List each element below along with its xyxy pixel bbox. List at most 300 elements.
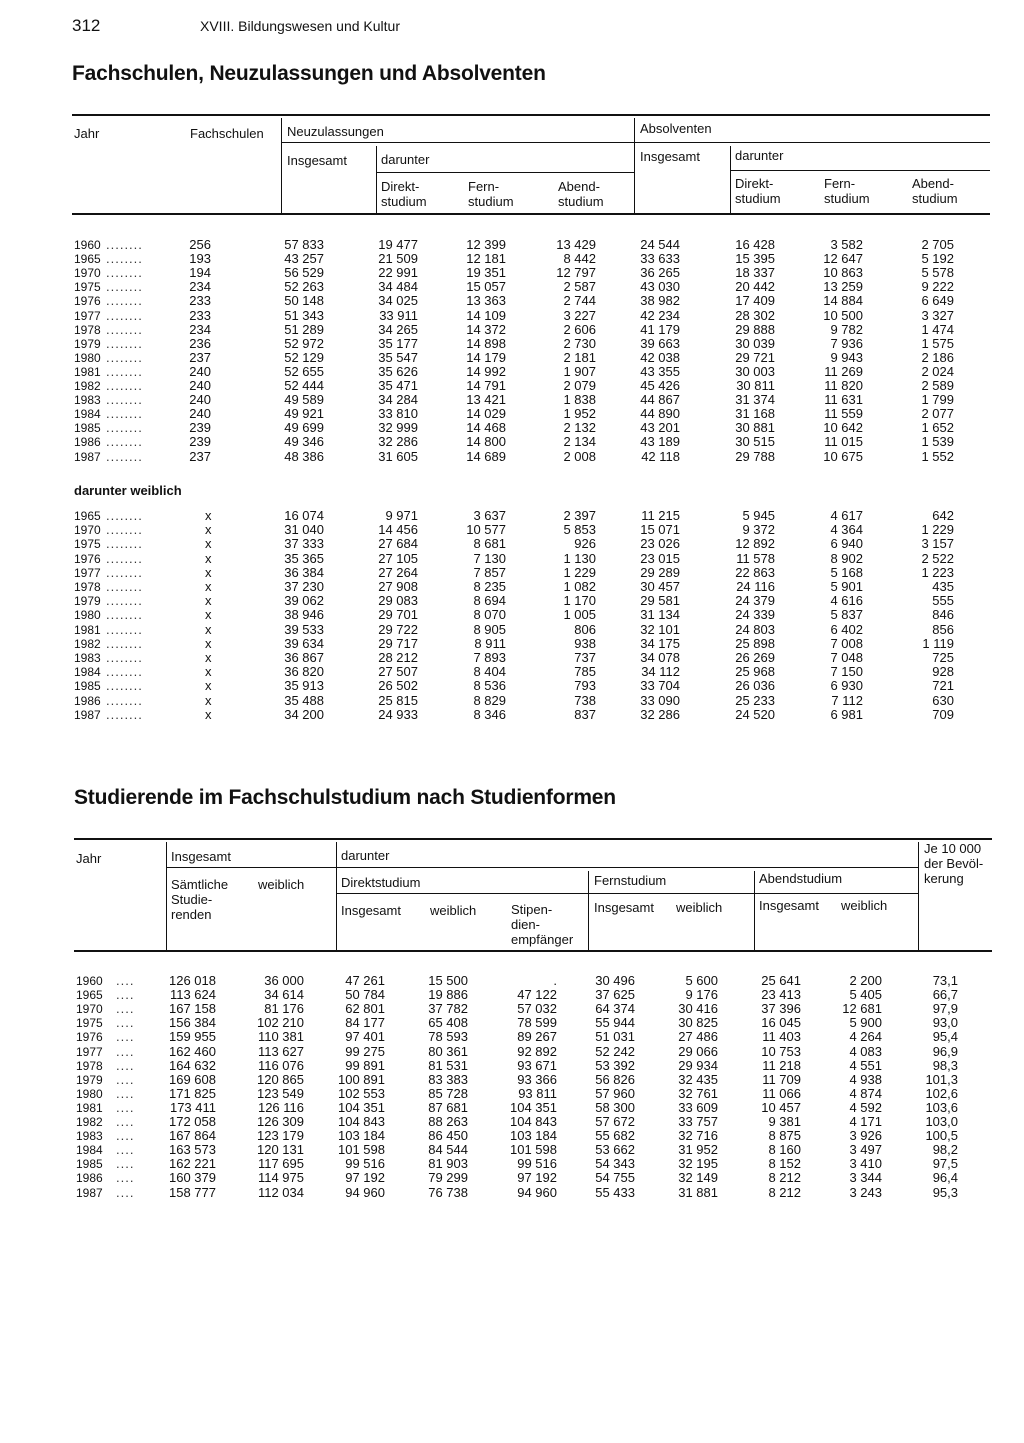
t1-hdr-jahr: Jahr bbox=[74, 126, 100, 141]
table1-vline-2 bbox=[634, 118, 635, 213]
t2-hdr-abend-insgesamt: Insgesamt bbox=[759, 898, 819, 913]
table-cell: 3 926 bbox=[849, 1128, 882, 1144]
table-cell: 3 157 bbox=[921, 536, 954, 552]
table2-rule-2 bbox=[166, 867, 918, 868]
table-cell: x bbox=[205, 692, 212, 708]
table-cell: 24 544 bbox=[640, 237, 680, 252]
table-cell: 240 bbox=[189, 363, 211, 379]
table-cell: 2 397 bbox=[563, 508, 596, 523]
table-cell: 35 365 bbox=[284, 550, 324, 566]
table-cell: 35 626 bbox=[378, 363, 418, 379]
table-cell: 102 210 bbox=[257, 1015, 304, 1031]
table-cell: 14 456 bbox=[378, 522, 418, 538]
table-cell: 34 484 bbox=[378, 279, 418, 295]
table-cell: 11 269 bbox=[824, 363, 863, 379]
table-cell: 5 945 bbox=[742, 508, 775, 523]
table-cell: 42 118 bbox=[641, 448, 680, 464]
t2-hdr-abendstudium: Abendstudium bbox=[759, 871, 843, 886]
table-cell: 81 176 bbox=[264, 1001, 304, 1017]
table-cell: 30 825 bbox=[678, 1015, 718, 1031]
table-cell: 78 599 bbox=[517, 1015, 557, 1031]
table-cell: 1976 bbox=[74, 551, 101, 566]
table-cell: 123 549 bbox=[257, 1085, 304, 1101]
table-cell: 52 242 bbox=[595, 1043, 635, 1059]
table-cell: 43 355 bbox=[640, 363, 680, 379]
table-cell: 10 753 bbox=[761, 1043, 801, 1059]
leader-dots: ........ bbox=[106, 564, 143, 580]
table-cell: 30 881 bbox=[735, 420, 775, 436]
table-cell: 104 351 bbox=[338, 1099, 385, 1115]
table-cell: 97,9 bbox=[932, 1001, 958, 1017]
table-cell: 51 289 bbox=[284, 321, 324, 337]
table-cell: 167 158 bbox=[169, 1001, 216, 1017]
table-cell: 25 968 bbox=[735, 664, 775, 680]
table-cell: 1985 bbox=[74, 679, 101, 694]
table-cell: 2 181 bbox=[563, 349, 596, 365]
table-cell: 806 bbox=[574, 621, 596, 637]
table-cell: x bbox=[205, 650, 212, 665]
table-cell: 29 722 bbox=[378, 621, 418, 637]
t1-hdr-fachschulen: Fachschulen bbox=[190, 126, 264, 141]
t1-hdr-neu-direkt: Direkt- studium bbox=[381, 179, 427, 209]
table-cell: 12 892 bbox=[735, 536, 775, 552]
table-cell: 24 520 bbox=[735, 706, 775, 722]
table-row bbox=[0, 1115, 1024, 1129]
table-cell: 1981 bbox=[74, 622, 101, 637]
table-cell: 38 982 bbox=[640, 293, 680, 309]
table-cell: 103,6 bbox=[925, 1099, 958, 1115]
table-row bbox=[0, 608, 1024, 622]
table-cell: 39 062 bbox=[284, 593, 324, 609]
table-row bbox=[0, 1157, 1024, 1171]
table-cell: 32 435 bbox=[678, 1071, 718, 1087]
table-cell: 1977 bbox=[76, 1044, 103, 1059]
table-cell: 26 502 bbox=[378, 678, 418, 694]
table-cell: 11 709 bbox=[762, 1071, 801, 1087]
table-cell: 256 bbox=[189, 237, 211, 252]
table-cell: 80 361 bbox=[428, 1043, 468, 1059]
table-cell: 3 243 bbox=[849, 1184, 882, 1200]
table-cell: 85 728 bbox=[428, 1085, 468, 1101]
table-cell: 32 195 bbox=[678, 1156, 718, 1172]
table-cell: 29 581 bbox=[640, 593, 680, 609]
leader-dots: ........ bbox=[106, 579, 143, 594]
table-cell: 25 898 bbox=[735, 635, 775, 651]
table-row bbox=[0, 1030, 1024, 1044]
table-cell: 95,4 bbox=[932, 1029, 958, 1045]
table-cell: 2 079 bbox=[563, 378, 596, 393]
table-cell: 83 383 bbox=[428, 1071, 468, 1087]
table-row bbox=[0, 974, 1024, 988]
table-cell: 98,3 bbox=[932, 1057, 958, 1073]
table-cell: 240 bbox=[189, 406, 211, 422]
table-cell: 92 892 bbox=[517, 1043, 557, 1059]
table-cell: 1965 bbox=[74, 509, 101, 523]
leader-dots: ........ bbox=[106, 536, 143, 552]
table-cell: 13 421 bbox=[466, 392, 506, 408]
table-cell: 160 379 bbox=[169, 1170, 216, 1186]
table-cell: 34 175 bbox=[640, 635, 680, 651]
table-cell: 1 130 bbox=[563, 550, 596, 566]
table-cell: 6 930 bbox=[830, 678, 863, 694]
table-cell: 167 864 bbox=[169, 1128, 216, 1144]
table-cell: 1987 bbox=[74, 707, 101, 722]
t1-hdr-abs-abend: Abend- studium bbox=[912, 176, 958, 206]
t1-hdr-absolventen: Absolventen bbox=[640, 121, 712, 136]
table1-vline-1 bbox=[281, 118, 282, 213]
table-cell: 27 908 bbox=[378, 579, 418, 594]
table-cell: 233 bbox=[189, 293, 211, 309]
table-cell: 5 853 bbox=[563, 522, 596, 538]
table-cell: x bbox=[205, 508, 212, 523]
leader-dots: ........ bbox=[106, 363, 143, 379]
table-cell: 237 bbox=[189, 349, 211, 365]
table-cell: 37 396 bbox=[761, 1001, 801, 1017]
table-cell: 709 bbox=[932, 706, 954, 722]
table-cell: 94 960 bbox=[345, 1184, 385, 1200]
table-cell: 15 500 bbox=[428, 973, 468, 988]
table-cell: 43 030 bbox=[640, 279, 680, 295]
table-cell: 5 405 bbox=[849, 987, 882, 1003]
table2-top-rule bbox=[74, 838, 992, 840]
table-cell: 52 263 bbox=[284, 279, 324, 295]
table-cell: 41 179 bbox=[640, 321, 680, 337]
table-cell: 1 005 bbox=[563, 607, 596, 623]
table-cell: 30 003 bbox=[735, 363, 775, 379]
table-cell: 1 952 bbox=[563, 406, 596, 422]
table-cell: 2 522 bbox=[921, 550, 954, 566]
table-cell: 16 074 bbox=[284, 508, 324, 523]
table-cell: 28 212 bbox=[378, 650, 418, 665]
table-cell: 1976 bbox=[74, 294, 101, 309]
table-row bbox=[0, 1129, 1024, 1143]
table-cell: 19 351 bbox=[466, 265, 506, 281]
table-cell: 100 891 bbox=[338, 1071, 385, 1087]
table-cell: 5 168 bbox=[830, 564, 863, 580]
table-cell: 57 960 bbox=[595, 1085, 635, 1101]
t2-hdr-direkt-weiblich: weiblich bbox=[430, 903, 477, 918]
table-cell: x bbox=[205, 579, 212, 594]
table1-title: Fachschulen, Neuzulassungen und Absolventen bbox=[72, 62, 546, 85]
t1-hdr-neu-darunter: darunter bbox=[381, 152, 430, 167]
table-cell: 18 337 bbox=[735, 265, 775, 281]
table-cell: 173 411 bbox=[169, 1099, 216, 1115]
table-cell: 113 627 bbox=[257, 1043, 304, 1059]
table-cell: 25 641 bbox=[761, 973, 801, 988]
leader-dots: ........ bbox=[106, 349, 143, 365]
leader-dots: .... bbox=[116, 1015, 135, 1031]
table-cell: 555 bbox=[932, 593, 954, 609]
t1-hdr-abs-darunter: darunter bbox=[735, 148, 784, 163]
table-cell: 9 176 bbox=[685, 987, 718, 1003]
table-cell: 1983 bbox=[74, 393, 101, 408]
table-cell: 32 999 bbox=[378, 420, 418, 436]
table-cell: 11 578 bbox=[736, 550, 775, 566]
leader-dots: ........ bbox=[106, 522, 143, 538]
table-cell: 7 130 bbox=[473, 550, 506, 566]
table-row bbox=[0, 1016, 1024, 1030]
leader-dots: ........ bbox=[106, 692, 143, 708]
table-row bbox=[0, 637, 1024, 651]
table-cell: 11 015 bbox=[824, 434, 863, 450]
table-row bbox=[0, 379, 1024, 393]
table-cell: 36 867 bbox=[284, 650, 324, 665]
table-cell: 1985 bbox=[76, 1157, 103, 1172]
table-cell: 642 bbox=[932, 508, 954, 523]
leader-dots: ........ bbox=[106, 678, 143, 694]
table-cell: 1983 bbox=[74, 651, 101, 665]
table2-rule-3 bbox=[336, 893, 918, 894]
table-cell: 93 671 bbox=[517, 1057, 557, 1073]
table-cell: 14 992 bbox=[466, 363, 506, 379]
table1-header-bottom-rule bbox=[72, 213, 990, 215]
t2-hdr-fern-insgesamt: Insgesamt bbox=[594, 900, 654, 915]
table-cell: 31 881 bbox=[678, 1184, 718, 1200]
table-cell: 34 265 bbox=[378, 321, 418, 337]
table-cell: 1982 bbox=[76, 1115, 103, 1129]
table-cell: 88 263 bbox=[428, 1114, 468, 1129]
table-cell: 1979 bbox=[76, 1072, 103, 1087]
table-cell: 5 901 bbox=[830, 579, 863, 594]
table-cell: 8 902 bbox=[830, 550, 863, 566]
t1-subheading: darunter weiblich bbox=[74, 483, 182, 498]
table-cell: 39 634 bbox=[284, 635, 324, 651]
table-cell: 26 269 bbox=[735, 650, 775, 665]
table-cell: 1 575 bbox=[921, 335, 954, 351]
leader-dots: ........ bbox=[106, 378, 143, 393]
table-cell: 25 233 bbox=[735, 692, 775, 708]
table-cell: 5 600 bbox=[685, 973, 718, 988]
table-cell: 35 547 bbox=[378, 349, 418, 365]
table-cell: 55 944 bbox=[595, 1015, 635, 1031]
table-cell: 19 886 bbox=[428, 987, 468, 1003]
table-cell: 4 616 bbox=[830, 593, 863, 609]
t2-hdr-saemtliche: Sämtliche Studie- renden bbox=[171, 877, 229, 922]
table-cell: 29 888 bbox=[735, 321, 775, 337]
table-cell: 31 374 bbox=[735, 392, 775, 408]
table-cell: 113 624 bbox=[169, 987, 216, 1003]
table-cell: 29 083 bbox=[378, 593, 418, 609]
table-cell: x bbox=[205, 522, 212, 538]
table-cell: 100,5 bbox=[925, 1128, 958, 1144]
table-cell: 36 384 bbox=[284, 564, 324, 580]
table-cell: 99 516 bbox=[517, 1156, 557, 1172]
table-row bbox=[0, 351, 1024, 365]
table-cell: 172 058 bbox=[169, 1114, 216, 1129]
table-cell: 26 036 bbox=[735, 678, 775, 694]
t2-hdr-jahr: Jahr bbox=[76, 851, 102, 866]
table-cell: 14 109 bbox=[466, 307, 506, 323]
table-cell: 725 bbox=[932, 650, 954, 665]
table-cell: 54 343 bbox=[595, 1156, 635, 1172]
table-cell: 1960 bbox=[74, 238, 101, 252]
table-row bbox=[0, 708, 1024, 722]
table-row bbox=[0, 1087, 1024, 1101]
table-cell: 856 bbox=[932, 621, 954, 637]
table-cell: 10 500 bbox=[823, 307, 863, 323]
table-cell: 44 867 bbox=[640, 392, 680, 408]
table-cell: 49 921 bbox=[284, 406, 324, 422]
table-cell: 52 444 bbox=[284, 378, 324, 393]
table-cell: 44 890 bbox=[640, 406, 680, 422]
leader-dots: .... bbox=[116, 1170, 135, 1186]
table-cell: 2 132 bbox=[563, 420, 596, 436]
leader-dots: ........ bbox=[106, 321, 143, 337]
leader-dots: ........ bbox=[106, 335, 143, 351]
table-cell: 164 632 bbox=[169, 1057, 216, 1073]
table-cell: 8 829 bbox=[473, 692, 506, 708]
table-cell: 45 426 bbox=[640, 378, 680, 393]
table-cell: 793 bbox=[574, 678, 596, 694]
table-row bbox=[0, 594, 1024, 608]
table-row bbox=[0, 238, 1024, 252]
table-cell: 8 212 bbox=[768, 1184, 801, 1200]
table-cell: 34 112 bbox=[641, 664, 680, 680]
table-cell: 11 066 bbox=[762, 1085, 801, 1101]
table-cell: x bbox=[205, 664, 212, 680]
table-cell: 17 409 bbox=[735, 293, 775, 309]
table-cell: 34 025 bbox=[378, 293, 418, 309]
table-cell: 1984 bbox=[76, 1143, 103, 1158]
table-cell: 1 229 bbox=[921, 522, 954, 538]
leader-dots: ........ bbox=[106, 251, 143, 267]
table-cell: 14 791 bbox=[466, 378, 506, 393]
table-row bbox=[0, 337, 1024, 351]
table-cell: 37 230 bbox=[284, 579, 324, 594]
leader-dots: ........ bbox=[106, 434, 143, 450]
table1-neu-darunter-rule bbox=[376, 172, 634, 173]
table1-neu-rule bbox=[282, 142, 634, 143]
table-row bbox=[0, 280, 1024, 294]
table-cell: 27 105 bbox=[378, 550, 418, 566]
t1-hdr-abs-fern: Fern- studium bbox=[824, 176, 870, 206]
table-cell: 938 bbox=[574, 635, 596, 651]
table-cell: 10 457 bbox=[761, 1099, 801, 1115]
leader-dots: .... bbox=[116, 987, 135, 1003]
table-cell: 10 577 bbox=[466, 522, 506, 538]
table-row bbox=[0, 537, 1024, 551]
table-cell: 5 578 bbox=[921, 265, 954, 281]
table-cell: 6 940 bbox=[830, 536, 863, 552]
table-cell: 6 649 bbox=[921, 293, 954, 309]
table-cell: 14 884 bbox=[823, 293, 863, 309]
table-cell: 9 943 bbox=[830, 349, 863, 365]
table-cell: 2 730 bbox=[563, 335, 596, 351]
t2-vline-1 bbox=[166, 842, 167, 950]
table-row bbox=[0, 509, 1024, 523]
table-cell: 29 721 bbox=[735, 349, 775, 365]
t2-hdr-fern-weiblich: weiblich bbox=[676, 900, 723, 915]
table-cell: 81 531 bbox=[428, 1057, 468, 1073]
table-row bbox=[0, 623, 1024, 637]
table-cell: 15 395 bbox=[735, 251, 775, 267]
table-cell: 57 032 bbox=[517, 1001, 557, 1017]
table-cell: 14 468 bbox=[466, 420, 506, 436]
table-cell: 43 257 bbox=[284, 251, 324, 267]
table-row bbox=[0, 1059, 1024, 1073]
table-cell: 1981 bbox=[74, 364, 101, 379]
table-cell: 32 286 bbox=[640, 706, 680, 722]
leader-dots: ........ bbox=[106, 635, 143, 651]
table-cell: 239 bbox=[189, 420, 211, 436]
table-cell: 52 655 bbox=[284, 363, 324, 379]
table-cell: 110 381 bbox=[257, 1029, 304, 1045]
table-cell: 79 299 bbox=[428, 1170, 468, 1186]
table-cell: 33 911 bbox=[379, 307, 418, 323]
table-cell: 1984 bbox=[74, 665, 101, 680]
table-cell: 237 bbox=[189, 448, 211, 464]
table-cell: 7 893 bbox=[473, 650, 506, 665]
table-cell: 55 682 bbox=[595, 1128, 635, 1144]
table-cell: 49 589 bbox=[284, 392, 324, 408]
table-cell: 35 488 bbox=[284, 692, 324, 708]
table-cell: 4 083 bbox=[849, 1043, 882, 1059]
table-cell: 27 507 bbox=[378, 664, 418, 680]
table-cell: 1977 bbox=[74, 565, 101, 580]
section-heading: XVIII. Bildungswesen und Kultur bbox=[200, 18, 401, 34]
table-cell: 103 184 bbox=[510, 1128, 557, 1144]
table-cell: 29 701 bbox=[378, 607, 418, 623]
table-cell: 50 784 bbox=[345, 987, 385, 1003]
table-row bbox=[0, 365, 1024, 379]
table-cell: 29 788 bbox=[735, 448, 775, 464]
table-cell: 240 bbox=[189, 392, 211, 408]
table-cell: 1982 bbox=[74, 379, 101, 393]
table-cell: 84 177 bbox=[345, 1015, 385, 1031]
table-cell: 31 952 bbox=[678, 1142, 718, 1158]
table-cell: 64 374 bbox=[595, 1001, 635, 1017]
leader-dots: ........ bbox=[106, 664, 143, 680]
t2-hdr-je10000: Je 10 000 der Bevöl- kerung bbox=[924, 841, 984, 886]
table-cell: 104 351 bbox=[510, 1099, 557, 1115]
table-cell: 89 267 bbox=[517, 1029, 557, 1045]
table-cell: 239 bbox=[189, 434, 211, 450]
table-cell: 39 663 bbox=[640, 335, 680, 351]
table-cell: 126 018 bbox=[169, 973, 216, 988]
table-cell: 1986 bbox=[76, 1171, 103, 1186]
table-cell: 1986 bbox=[74, 693, 101, 708]
table-cell: 34 284 bbox=[378, 392, 418, 408]
table-cell: 23 413 bbox=[761, 987, 801, 1003]
table-cell: 8 212 bbox=[768, 1170, 801, 1186]
table-cell: 33 810 bbox=[378, 406, 418, 422]
table-cell: 57 672 bbox=[595, 1114, 635, 1129]
t2-hdr-stipendien: Stipen- dien- empfänger bbox=[511, 902, 574, 947]
leader-dots: ........ bbox=[106, 706, 143, 722]
table-cell: 95,3 bbox=[932, 1184, 958, 1200]
t1-hdr-abs-insgesamt: Insgesamt bbox=[640, 149, 700, 164]
table-cell: 33 609 bbox=[678, 1099, 718, 1115]
table-cell: 785 bbox=[574, 664, 596, 680]
table-row bbox=[0, 266, 1024, 280]
table-cell: 31 168 bbox=[735, 406, 775, 422]
table-cell: 97,5 bbox=[932, 1156, 958, 1172]
table-cell: 27 486 bbox=[678, 1029, 718, 1045]
table-cell: 116 076 bbox=[257, 1057, 304, 1073]
table-cell: 34 200 bbox=[284, 706, 324, 722]
table-cell: 156 384 bbox=[169, 1015, 216, 1031]
table-cell: 4 171 bbox=[849, 1114, 882, 1129]
table-cell: 2 200 bbox=[849, 973, 882, 988]
table-cell: 1 223 bbox=[921, 564, 954, 580]
t2-vline-4 bbox=[588, 871, 589, 950]
leader-dots: ........ bbox=[106, 392, 143, 408]
table-cell: 8 905 bbox=[473, 621, 506, 637]
leader-dots: ........ bbox=[106, 279, 143, 295]
t2-hdr-direktstudium: Direktstudium bbox=[341, 875, 421, 890]
table-cell: 4 617 bbox=[830, 508, 863, 523]
table-cell: 4 874 bbox=[849, 1085, 882, 1101]
